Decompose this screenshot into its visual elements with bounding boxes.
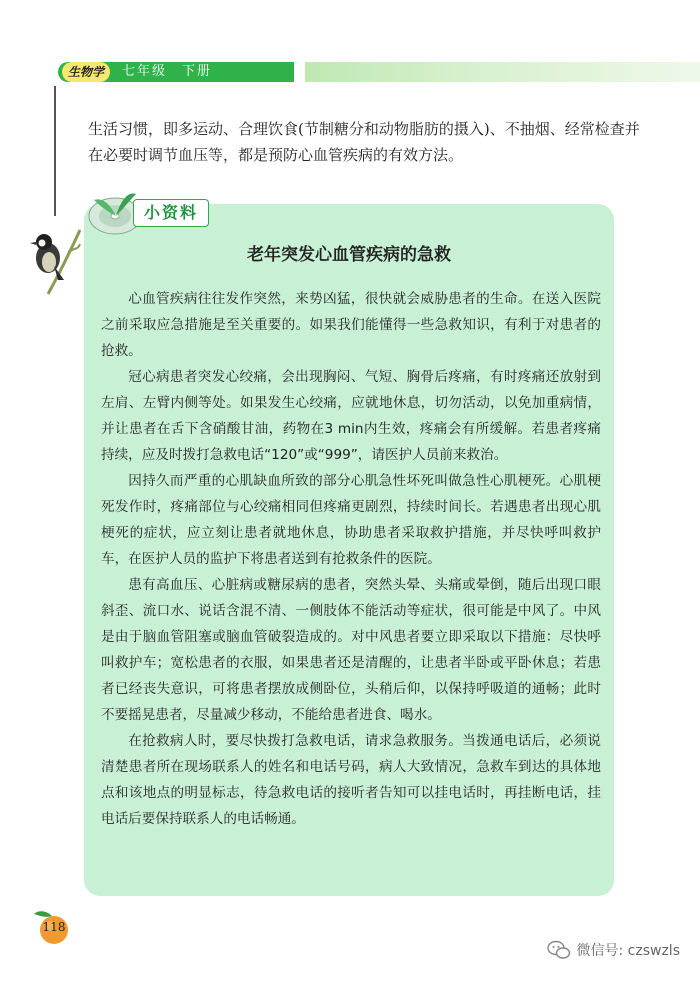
wechat-watermark <box>547 940 681 960</box>
intro-paragraph: 生活习惯，即多运动、合理饮食(节制糖分和动物脂肪的摄入)、不抽烟、经常检查并在必要时调节血压等，都是预防心血管疾病的有效方法。 <box>88 120 640 164</box>
box-body <box>101 286 601 832</box>
margin-line <box>54 86 56 216</box>
wechat-icon <box>547 940 571 960</box>
box-title: 老年突发心血管疾病的急救 <box>247 245 451 265</box>
page-number: 118 <box>42 920 66 934</box>
grade-label: 七年级 下册 <box>122 64 213 79</box>
body-paragraph: 冠心病患者突发心绞痛，会出现胸闷、气短、胸骨后疼痛，有时疼痛还放射到左肩、左臂内侧等处。如果发生心绞痛，应就地休息，切勿活动，以免加重病情，并让患者在舌下含硝酸甘油，药物在3 min内生效，疼痛会有所缓解。若患者疼痛持续，应及时拨打急救电话“120”或“999”，请医护人员前来救治。 <box>101 369 601 463</box>
subject-badge: 生物学 <box>62 62 110 82</box>
body-paragraph: 患有高血压、心脏病或糖尿病的患者，突然头晕、头痛或晕倒，随后出现口眼斜歪、流口水、说话含混不清、一侧肢体不能活动等症状，很可能是中风了。中风是由于脑血管阻塞或脑血管破裂造成的。对中风患者要立即采取以下措施：尽快呼叫救护车；宽松患者的衣服，如果患者还是清醒的，让患者半卧或平卧休息；若患者已经丧失意识，可将患者摆放成侧卧位，头稍后仰，以保持呼吸道的通畅；此时不要摇晃患者，尽量减少移动，不能给患者进食、喝水。 <box>101 577 601 723</box>
watermark-text: 微信号: czswzls <box>576 943 680 959</box>
info-tag: 小资料 <box>133 199 209 227</box>
bird-icon <box>18 226 84 296</box>
body-paragraph: 因持久而严重的心肌缺血所致的部分心肌急性坏死叫做急性心肌梗死。心肌梗死发作时，疼痛部位与心绞痛相同但疼痛更剧烈，持续时间长。若遇患者出现心肌梗死的症状，应立刻让患者就地休息，协助患者采取救护措施，并尽快呼叫救护车，在医护人员的监护下将患者送到有抢救条件的医院。 <box>101 473 601 567</box>
body-paragraph: 在抢救病人时，要尽快拨打急救电话，请求急救服务。当拨通电话后，必须说清楚患者所在现场联系人的姓名和电话号码，病人大致情况，急救车到达的具体地点和该地点的明显标志，待急救电话的接听者告知可以挂电话时，再挂断电话，挂电话后要保持联系人的电话畅通。 <box>101 733 601 827</box>
header-gradient-bar <box>305 62 700 82</box>
body-paragraph: 心血管疾病往往发作突然，来势凶猛，很快就会威胁患者的生命。在送入医院之前采取应急措施是至关重要的。如果我们能懂得一些急救知识，有利于对患者的抢救。 <box>101 291 601 359</box>
